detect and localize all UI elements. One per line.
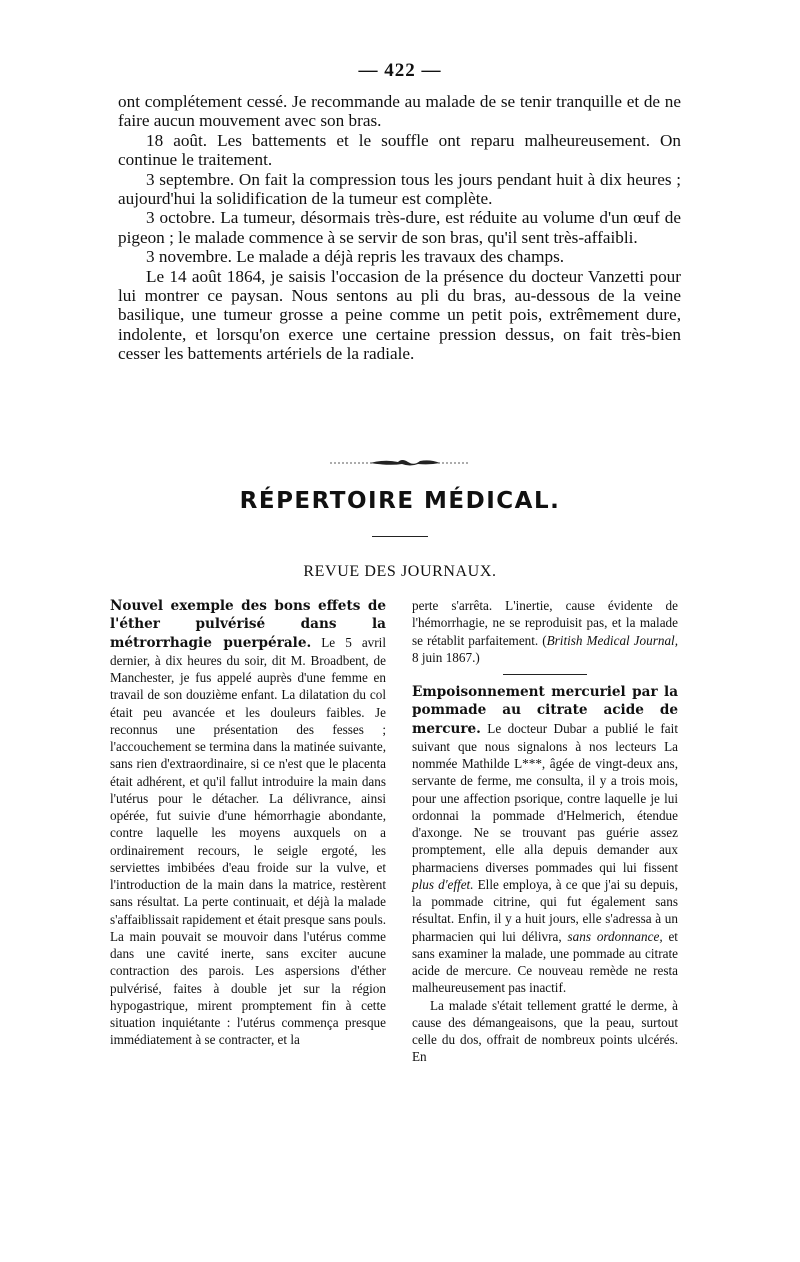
article-heading: Nouvel exemple des bons effets de l'éther pulvérisé dans la métrorrhagie puerpérale. xyxy=(110,598,386,651)
subsection-title: REVUE DES JOURNAUX. xyxy=(303,563,497,580)
article-body: Le docteur Dubar a publié le fait suivant que nous signalons à nos lecteurs La nommée Mathilde L***, âgée de vingt-deux ans, servante de ferme, me consulta, il y a trois mois, pour une affection psorique, contre laquelle je lui ordonnai la pommade d'Helmerich, étendue d'axonge. Ne se trouvant pas guérie assez promptement, elle alla depuis demander aux pharmaciens diverses pommades qui lui fissent xyxy=(412,720,678,875)
article-source: British Medical Journal, xyxy=(546,632,679,648)
article-body: et sans examiner la malade, une pommade au citrate acide de mercure. Ce nouveau remède ne resta malheureusement pas inactif. xyxy=(412,928,678,996)
right-column xyxy=(412,597,678,1066)
article-body: Le 5 avril dernier, à dix heures du soir, dit M. Broadbent, de Manchester, je fus appelé auprès d'une femme en travail de son douzième enfant. La dilatation du col était peu avancée et les douleurs faibles. Je reconnus une présentation des fesses ; l'accouchement se termina dans la matinée suivante, sans rien d'extraordinaire, si ce n'est que le placenta était adhérent, et qu'il fallut introduire la main dans l'utérus pour le détacher. La délivrance, ainsi opérée, fut suivie d'une hémorrhagie abondante, contre laquelle les moyens auxquels on a ordinairement recours, le seigle ergoté, les serviettes imbibées d'eau froide sur la vulve, et l'introduction de la main dans la matrice, restèrent sans résultat. La perte continuait, et déjà la malade s'affaiblissait rapidement et était presque sans pouls. La main pouvait se mouvoir dans l'utérus comme dans une cavité inerte, sans exciter aucune contraction des parois. Les aspersions d'éther pulvérisé, faites à double jet sur la région hypogastrique, mirent promptement fin à cette situation inquiétante : l'utérus commença presque immédiatement à se contracter, et la xyxy=(110,634,386,1048)
top-text-block xyxy=(118,92,681,364)
paragraph: ont complétement cessé. Je recommande au malade de se tenir tranquille et de ne faire aucun mouvement avec son bras. xyxy=(118,92,681,131)
article-italic: sans ordonnance, xyxy=(567,928,663,944)
title-rule xyxy=(372,536,428,537)
article-paragraph xyxy=(412,597,678,666)
paragraph: 3 septembre. On fait la compression tous les jours pendant huit à dix heures ; aujourd'hui la solidification de la tumeur est complète. xyxy=(118,169,681,209)
article-body: Elle employa, à ce que j'ai su depuis, la pommade citrine, qui fut également sans résultat. Enfin, il y a huit jours, elle s'adressa à un pharmacien qui lui délivra, xyxy=(412,876,678,944)
article-paragraph xyxy=(412,683,678,997)
article-paragraph xyxy=(110,597,386,1049)
article-paragraph: La malade s'était tellement gratté le derme, à cause des démangeaisons, que la peau, surtout celle du dos, offrait de nombreux points ulcérés. En xyxy=(412,997,678,1065)
paragraph: 3 novembre. Le malade a déjà repris les travaux des champs. xyxy=(146,247,565,267)
section-title: RÉPERTOIRE MÉDICAL. xyxy=(239,488,561,514)
left-column xyxy=(110,597,386,1049)
paragraph: 18 août. Les battements et le souffle ont reparu malheureusement. On continue le traitement. xyxy=(118,130,681,170)
article-continuation: perte s'arrêta. L'inertie, cause évidente de l'hémorrhagie, ne se reproduisit pas, et la malade se rétablit parfaitement. ( xyxy=(412,598,678,648)
article-separator xyxy=(503,674,587,675)
article-italic: plus d'effet. xyxy=(412,876,474,892)
page-number: — 422 — xyxy=(358,60,442,81)
paragraph: 3 octobre. La tumeur, désormais très-dure, est réduite au volume d'un œuf de pigeon ; le malade commence à se servir de son bras, qu'il sent très-affaibli. xyxy=(118,208,681,247)
paragraph: Le 14 août 1864, je saisis l'occasion de la présence du docteur Vanzetti pour lui montrer ce paysan. Nous sentons au pli du bras, au-dessous de la veine basilique, une tumeur grosse a peine comme un petit pois, extrêmement dure, indolente, et lorsqu'on exerce une certaine pression dessus, on fait très-bien cesser les battements artériels de la radiale. xyxy=(118,266,681,364)
ornament-divider xyxy=(330,456,470,470)
article-date: 8 juin 1867.) xyxy=(412,649,480,665)
article-heading: Empoisonnement mercuriel par la pommade au citrate acide de mercure. xyxy=(412,684,678,737)
